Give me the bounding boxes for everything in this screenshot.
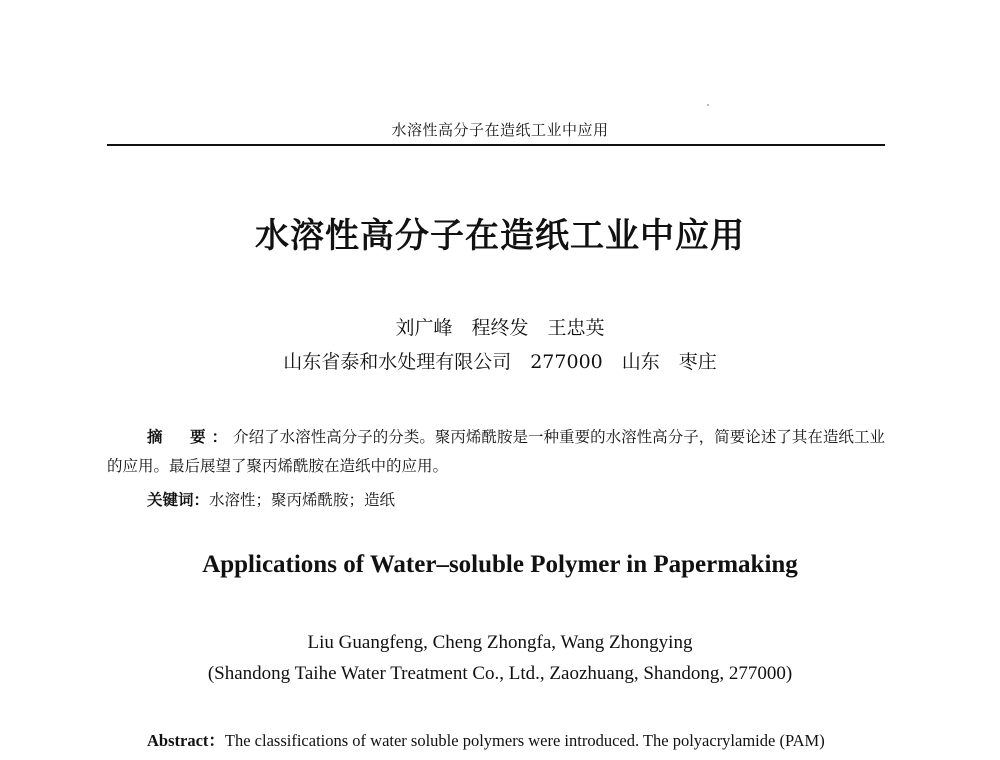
scan-speck [707, 104, 709, 106]
keywords-cn-label: 关键词： [147, 490, 210, 509]
abstract-cn [107, 422, 885, 481]
header-rule [107, 144, 885, 146]
abstract-cn-text: 介绍了水溶性高分子的分类。聚丙烯酰胺是一种重要的水溶性高分子，简要论述了其在造纸工业的应用。最后展望了聚丙烯酰胺在造纸中的应用。 [107, 428, 885, 475]
abstract-cn-label: 摘 要： [147, 427, 234, 446]
paper-title-en: Applications of Water–soluble Polymer in Papermaking [202, 551, 798, 578]
affiliation-cn: 山东省泰和水处理有限公司 277000 山东 枣庄 [283, 351, 717, 373]
authors-en: Liu Guangfeng, Cheng Zhongfa, Wang Zhongying [307, 632, 693, 653]
authors-cn: 刘广峰 程终发 王忠英 [395, 317, 605, 339]
keywords-cn-text: 水溶性；聚丙烯酰胺；造纸 [209, 491, 396, 509]
running-header: 水溶性高分子在造纸工业中应用 [391, 121, 609, 139]
abstract-en-text: The classifications of water soluble polymers were introduced. The polyacrylamide (PAM) [224, 731, 825, 750]
affiliation-en: (Shandong Taihe Water Treatment Co., Ltd., Zaozhuang, Shandong, 277000) [207, 663, 793, 684]
abstract-en [147, 730, 907, 752]
paper-title-cn: 水溶性高分子在造纸工业中应用 [255, 216, 745, 256]
keywords-cn [147, 487, 395, 513]
abstract-en-label: Abstract： [147, 731, 225, 750]
